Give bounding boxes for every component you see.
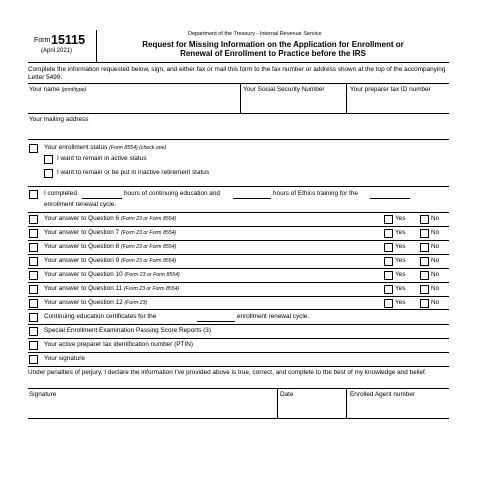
completed-hours-text-1: I completed — [44, 190, 78, 197]
yes-checkbox[interactable] — [384, 257, 393, 266]
question-10-checkbox[interactable] — [29, 271, 38, 280]
form-word: Form — [34, 37, 51, 44]
yes-label: Yes — [395, 271, 406, 278]
name-field-label[interactable]: Your name (print/type) — [29, 86, 87, 93]
perjury-declaration: Under penalties of perjury, I declare the information I've provided above is true, correct, and complete to the best of my knowledge and belief. — [28, 369, 427, 376]
no-label: No — [431, 229, 440, 236]
active-status-checkbox[interactable] — [44, 155, 53, 164]
signature-checkbox[interactable] — [29, 355, 38, 364]
no-label: No — [431, 299, 440, 306]
question-12-checkbox[interactable] — [29, 299, 38, 308]
yes-checkbox[interactable] — [384, 229, 393, 238]
form-header — [28, 30, 449, 63]
form-15115 — [28, 30, 449, 398]
divider — [346, 83, 347, 113]
no-checkbox[interactable] — [420, 243, 429, 252]
no-label: No — [431, 243, 440, 250]
question-label: Your answer to Question 11 (Form 23 or Form 8554) — [44, 285, 180, 292]
yes-checkbox[interactable] — [384, 243, 393, 252]
ce-certificates-text-1: Continuing education certificates for the — [44, 313, 157, 320]
question-7-checkbox[interactable] — [29, 229, 38, 238]
enrolled-agent-number-label[interactable]: Enrolled Agent number — [350, 391, 416, 398]
completed-hours-text-3: hours of Ethics training for the — [273, 190, 358, 197]
ce-certificates-checkbox[interactable] — [29, 313, 38, 322]
signature-field-label[interactable]: Signature — [29, 391, 57, 398]
divider — [346, 388, 347, 418]
ssn-field-label[interactable]: Your Social Security Number — [243, 86, 325, 93]
see-reports-label: Special Enrollment Examination Passing Score Reports (3) — [44, 327, 211, 334]
ptin-id-field-label[interactable]: Your preparer tax ID number — [350, 86, 431, 93]
no-label: No — [431, 271, 440, 278]
ptin-label: Your active preparer tax identification number (PTIN) — [44, 341, 193, 348]
divider — [28, 240, 449, 241]
yes-checkbox[interactable] — [384, 215, 393, 224]
question-label: Your answer to Question 10 (Form 23 or Form 8554) — [44, 271, 180, 278]
divider — [28, 226, 449, 227]
completed-hours-text-2: hours of continuing education and — [124, 190, 220, 197]
divider — [28, 212, 449, 213]
divider — [28, 139, 449, 140]
enrollment-status-label: Your enrollment status (Form 8554) (check one) — [44, 144, 167, 151]
question-11-checkbox[interactable] — [29, 285, 38, 294]
question-label: Your answer to Question 6 (Form 23 or Form 8554) — [44, 215, 177, 222]
form-number: 15115 — [51, 33, 86, 47]
question-label: Your answer to Question 9 (Form 23 or Form 8554) — [44, 257, 177, 264]
divider — [28, 366, 449, 367]
question-6-checkbox[interactable] — [29, 215, 38, 224]
renewal-cycle-blank[interactable] — [370, 198, 410, 199]
ce-hours-blank[interactable] — [82, 198, 122, 199]
divider — [28, 418, 449, 419]
form-id-box — [28, 30, 97, 62]
divider — [277, 388, 278, 418]
active-status-label: I want to remain in active status — [57, 155, 147, 162]
ce-cycle-blank[interactable] — [197, 321, 235, 322]
divider — [28, 296, 449, 297]
no-checkbox[interactable] — [420, 215, 429, 224]
divider — [28, 186, 449, 187]
divider — [28, 254, 449, 255]
mailing-address-label[interactable]: Your mailing address — [29, 116, 89, 123]
yes-checkbox[interactable] — [384, 299, 393, 308]
yes-label: Yes — [395, 299, 406, 306]
divider — [28, 309, 449, 310]
question-8-checkbox[interactable] — [29, 243, 38, 252]
no-checkbox[interactable] — [420, 285, 429, 294]
divider — [240, 83, 241, 113]
ce-certificates-text-2: enrollment renewal cycle. — [237, 313, 310, 320]
yes-label: Yes — [395, 257, 406, 264]
ptin-checkbox[interactable] — [29, 341, 38, 350]
divider — [28, 83, 449, 84]
form-title-line-2: Renewal of Enrollment to Practice before the IRS — [180, 49, 366, 58]
see-reports-checkbox[interactable] — [29, 327, 38, 336]
question-9-checkbox[interactable] — [29, 257, 38, 266]
yes-checkbox[interactable] — [384, 285, 393, 294]
your-signature-label: Your signature — [44, 355, 85, 362]
no-label: No — [431, 285, 440, 292]
yes-label: Yes — [395, 243, 406, 250]
question-label: Your answer to Question 7 (Form 23 or Form 8554) — [44, 229, 177, 236]
divider — [28, 338, 449, 339]
yes-label: Yes — [395, 215, 406, 222]
completed-hours-text-4: enrollment renewal cycle. — [44, 201, 117, 208]
yes-checkbox[interactable] — [384, 271, 393, 280]
no-label: No — [431, 215, 440, 222]
question-label: Your answer to Question 8 (Form 23 or Form 8554) — [44, 243, 177, 250]
no-label: No — [431, 257, 440, 264]
yes-label: Yes — [395, 229, 406, 236]
divider — [28, 324, 449, 325]
question-label: Your answer to Question 12 (Form 23) — [44, 299, 148, 306]
no-checkbox[interactable] — [420, 257, 429, 266]
form-title-line-1: Request for Missing Information on the Application for Enrollment or — [142, 40, 404, 49]
inactive-retirement-checkbox[interactable] — [44, 169, 53, 178]
department-line: Department of the Treasury - Internal Revenue Service — [188, 31, 322, 37]
divider — [28, 388, 449, 389]
no-checkbox[interactable] — [420, 229, 429, 238]
completed-hours-checkbox[interactable] — [29, 190, 38, 199]
ethics-hours-blank[interactable] — [233, 198, 271, 199]
inactive-retirement-label: I want to remain or be put in inactive retirement status — [57, 169, 210, 176]
enrollment-status-checkbox[interactable] — [29, 144, 38, 153]
form-revision: (April 2021) — [41, 48, 73, 54]
divider — [28, 352, 449, 353]
no-checkbox[interactable] — [420, 271, 429, 280]
divider — [28, 282, 449, 283]
date-field-label[interactable]: Date — [280, 391, 294, 398]
divider — [28, 268, 449, 269]
divider — [28, 113, 449, 114]
no-checkbox[interactable] — [420, 299, 429, 308]
instructions: Complete the information requested below, sign, and either fax or mail this form to the fax number or address shown at the top of the accompanying Letter 5499. — [28, 66, 446, 81]
yes-label: Yes — [395, 285, 406, 292]
